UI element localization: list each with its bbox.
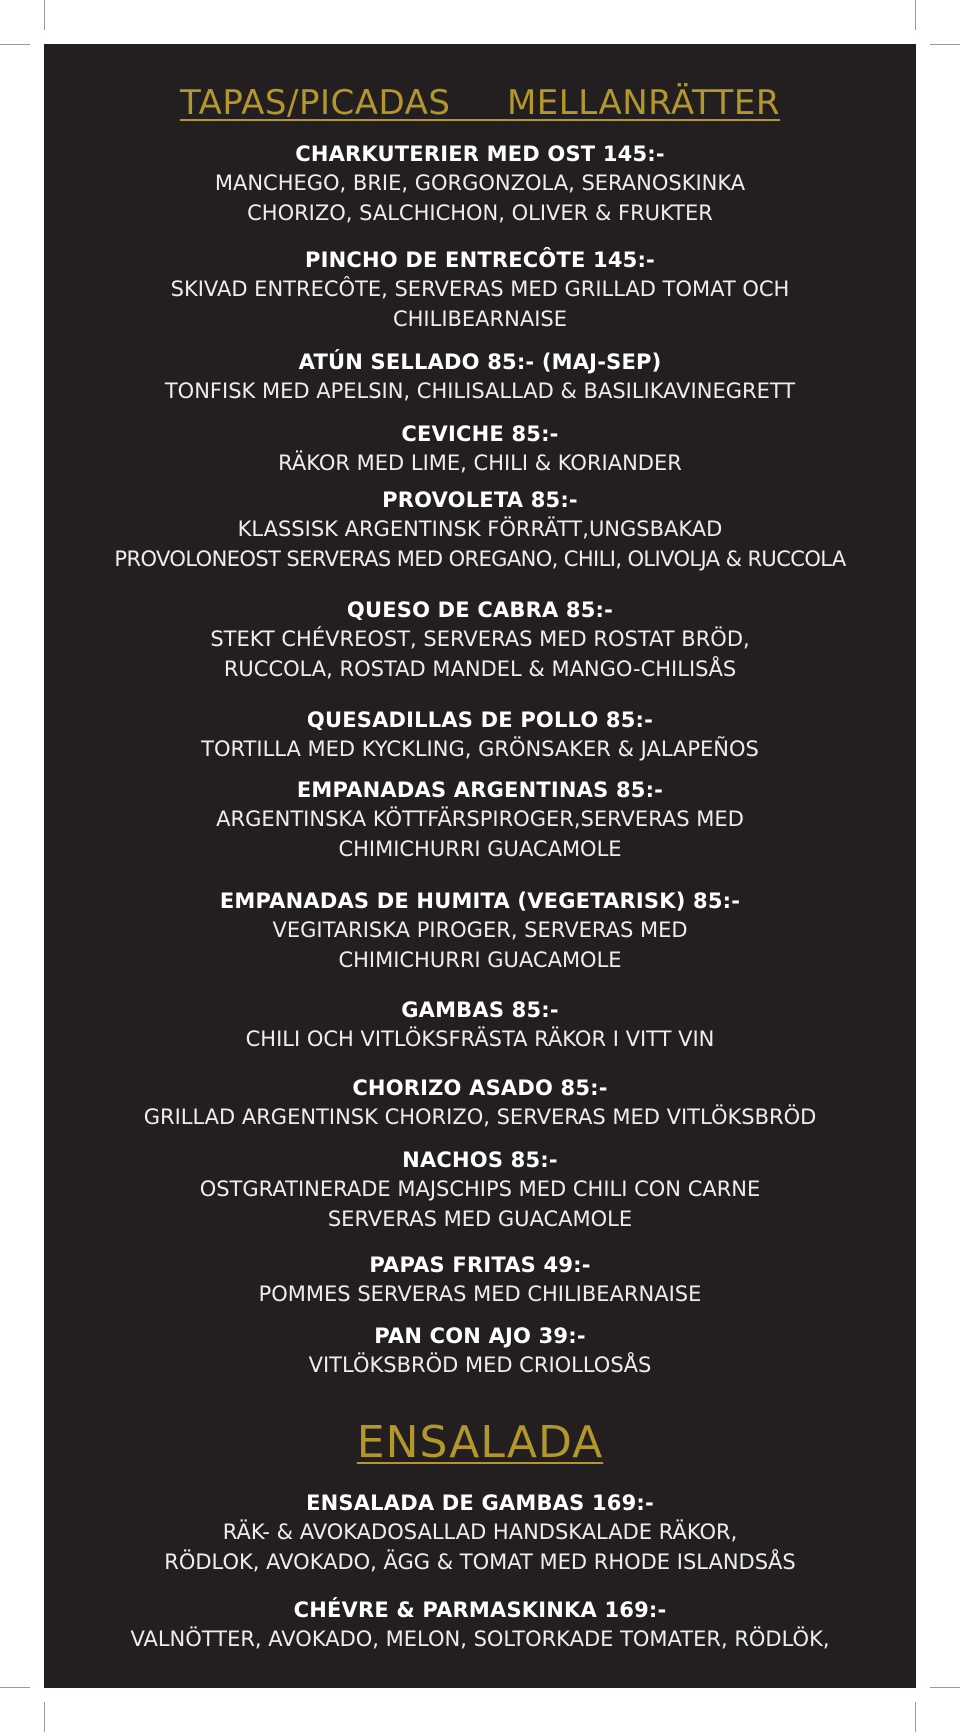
menu-item-chorizo-asado: [44, 1074, 916, 1132]
menu-item-atun: [44, 348, 916, 406]
item-description: [44, 1279, 916, 1309]
crop-mark-top-right-h: [930, 44, 960, 45]
item-name: EMPANADAS DE HUMITA (VEGETARISK) 85:-: [219, 889, 741, 913]
item-name: CHORIZO ASADO 85:-: [352, 1076, 608, 1100]
item-description: [44, 1350, 916, 1380]
item-description-line: MANCHEGO, BRIE, GORGONZOLA, SERANOSKINKA: [214, 171, 746, 195]
item-description: [44, 1174, 916, 1234]
item-description-line: TONFISK MED APELSIN, CHILISALLAD & BASILIKAVINEGRETT: [164, 379, 796, 403]
menu-item-chevre-parmaskinka: [44, 1596, 916, 1654]
item-name: QUESADILLAS DE POLLO 85:-: [306, 708, 654, 732]
item-description: [44, 804, 916, 864]
item-name: PAPAS FRITAS 49:-: [369, 1253, 591, 1277]
item-description: [44, 1624, 916, 1654]
item-description: [44, 1517, 916, 1577]
item-description-line: ARGENTINSKA KÖTTFÄRSPIROGER,SERVERAS MED: [216, 807, 744, 831]
item-description-line: STEKT CHÉVREOST, SERVERAS MED ROSTAT BRÖD,: [210, 627, 750, 651]
crop-mark-bottom-right-v: [915, 1702, 916, 1732]
crop-mark-top-right-v: [915, 0, 916, 30]
item-description-line: PROVOLONEOST SERVERAS MED OREGANO, CHILI, OLIVOLJA & RUCCOLA: [114, 547, 846, 571]
item-name: CHARKUTERIER MED OST 145:-: [295, 142, 665, 166]
item-description: [44, 168, 916, 228]
menu-item-ceviche: [44, 420, 916, 478]
item-description-line: SERVERAS MED GUACAMOLE: [327, 1207, 633, 1231]
item-name: CHÉVRE & PARMASKINKA 169:-: [293, 1598, 667, 1622]
item-description-line: OSTGRATINERADE MAJSCHIPS MED CHILI CON CARNE: [199, 1177, 761, 1201]
menu-panel: [44, 44, 916, 1688]
menu-item-provoleta: [44, 486, 916, 574]
item-description: [44, 1102, 916, 1132]
item-description-line: VALNÖTTER, AVOKADO, MELON, SOLTORKADE TOMATER, RÖDLÖK,: [130, 1627, 830, 1651]
tapas-section-title: TAPAS/PICADAS MELLANRÄTTER: [179, 83, 781, 123]
item-description-line: VITLÖKSBRÖD MED CRIOLLOSÅS: [308, 1353, 652, 1377]
crop-mark-top-left-v: [44, 0, 45, 30]
menu-item-queso-de-cabra: [44, 596, 916, 684]
menu-item-empanadas-de-humita: [44, 887, 916, 975]
menu-item-pincho: [44, 246, 916, 334]
crop-mark-bottom-left-h: [0, 1687, 30, 1688]
item-name: CEVICHE 85:-: [401, 422, 559, 446]
ensalada-section-title: ENSALADA: [356, 1417, 604, 1468]
crop-mark-top-left-h: [0, 44, 30, 45]
menu-item-gambas: [44, 996, 916, 1054]
item-description: [44, 1024, 916, 1054]
item-description: [44, 274, 916, 334]
item-name: ENSALADA DE GAMBAS 169:-: [306, 1491, 654, 1515]
item-description-line: POMMES SERVERAS MED CHILIBEARNAISE: [258, 1282, 702, 1306]
item-name: ATÚN SELLADO 85:- (MAJ-SEP): [298, 350, 662, 374]
menu-item-empanadas-argentinas: [44, 776, 916, 864]
item-description-line: SKIVAD ENTRECÔTE, SERVERAS MED GRILLAD TOMAT OCH: [170, 277, 790, 301]
item-description-line: RÖDLOK, AVOKADO, ÄGG & TOMAT MED RHODE ISLANDSÅS: [164, 1550, 796, 1574]
item-name: GAMBAS 85:-: [401, 998, 559, 1022]
item-name: QUESO DE CABRA 85:-: [346, 598, 614, 622]
item-description-line: GRILLAD ARGENTINSK CHORIZO, SERVERAS MED VITLÖKSBRÖD: [143, 1105, 817, 1129]
item-description-line: TORTILLA MED KYCKLING, GRÖNSAKER & JALAPEÑOS: [201, 737, 759, 761]
menu-item-quesadillas: [44, 706, 916, 764]
menu-item-ensalada-de-gambas: [44, 1489, 916, 1577]
item-name: PINCHO DE ENTRECÔTE 145:-: [305, 248, 655, 272]
menu-item-charkuterier: [44, 140, 916, 228]
item-name: PROVOLETA 85:-: [382, 488, 578, 512]
item-description-line: CHIMICHURRI GUACAMOLE: [338, 837, 622, 861]
menu-item-papas-fritas: [44, 1251, 916, 1309]
item-description: [44, 448, 916, 478]
item-description-line: CHORIZO, SALCHICHON, OLIVER & FRUKTER: [247, 201, 713, 225]
item-name: NACHOS 85:-: [402, 1148, 558, 1172]
crop-mark-bottom-left-v: [44, 1702, 45, 1732]
item-description: [44, 734, 916, 764]
item-description: [44, 376, 916, 406]
item-description-line: RÄK- & AVOKADOSALLAD HANDSKALADE RÄKOR,: [222, 1520, 738, 1544]
item-description-line: CHILIBEARNAISE: [392, 307, 568, 331]
item-description-line: CHIMICHURRI GUACAMOLE: [338, 948, 622, 972]
menu-item-pan-con-ajo: [44, 1322, 916, 1380]
item-name: EMPANADAS ARGENTINAS 85:-: [296, 778, 664, 802]
item-name: PAN CON AJO 39:-: [374, 1324, 586, 1348]
menu-item-nachos: [44, 1146, 916, 1234]
item-description-line: RUCCOLA, ROSTAD MANDEL & MANGO-CHILISÅS: [223, 657, 737, 681]
item-description-line: VEGITARISKA PIROGER, SERVERAS MED: [272, 918, 688, 942]
item-description: [44, 915, 916, 975]
item-description-line: RÄKOR MED LIME, CHILI & KORIANDER: [278, 451, 682, 475]
item-description: [44, 624, 916, 684]
item-description-line: CHILI OCH VITLÖKSFRÄSTA RÄKOR I VITT VIN: [245, 1027, 715, 1051]
item-description: [44, 514, 916, 574]
crop-mark-bottom-right-h: [930, 1687, 960, 1688]
item-description-line: KLASSISK ARGENTINSK FÖRRÄTT,UNGSBAKAD: [237, 517, 723, 541]
